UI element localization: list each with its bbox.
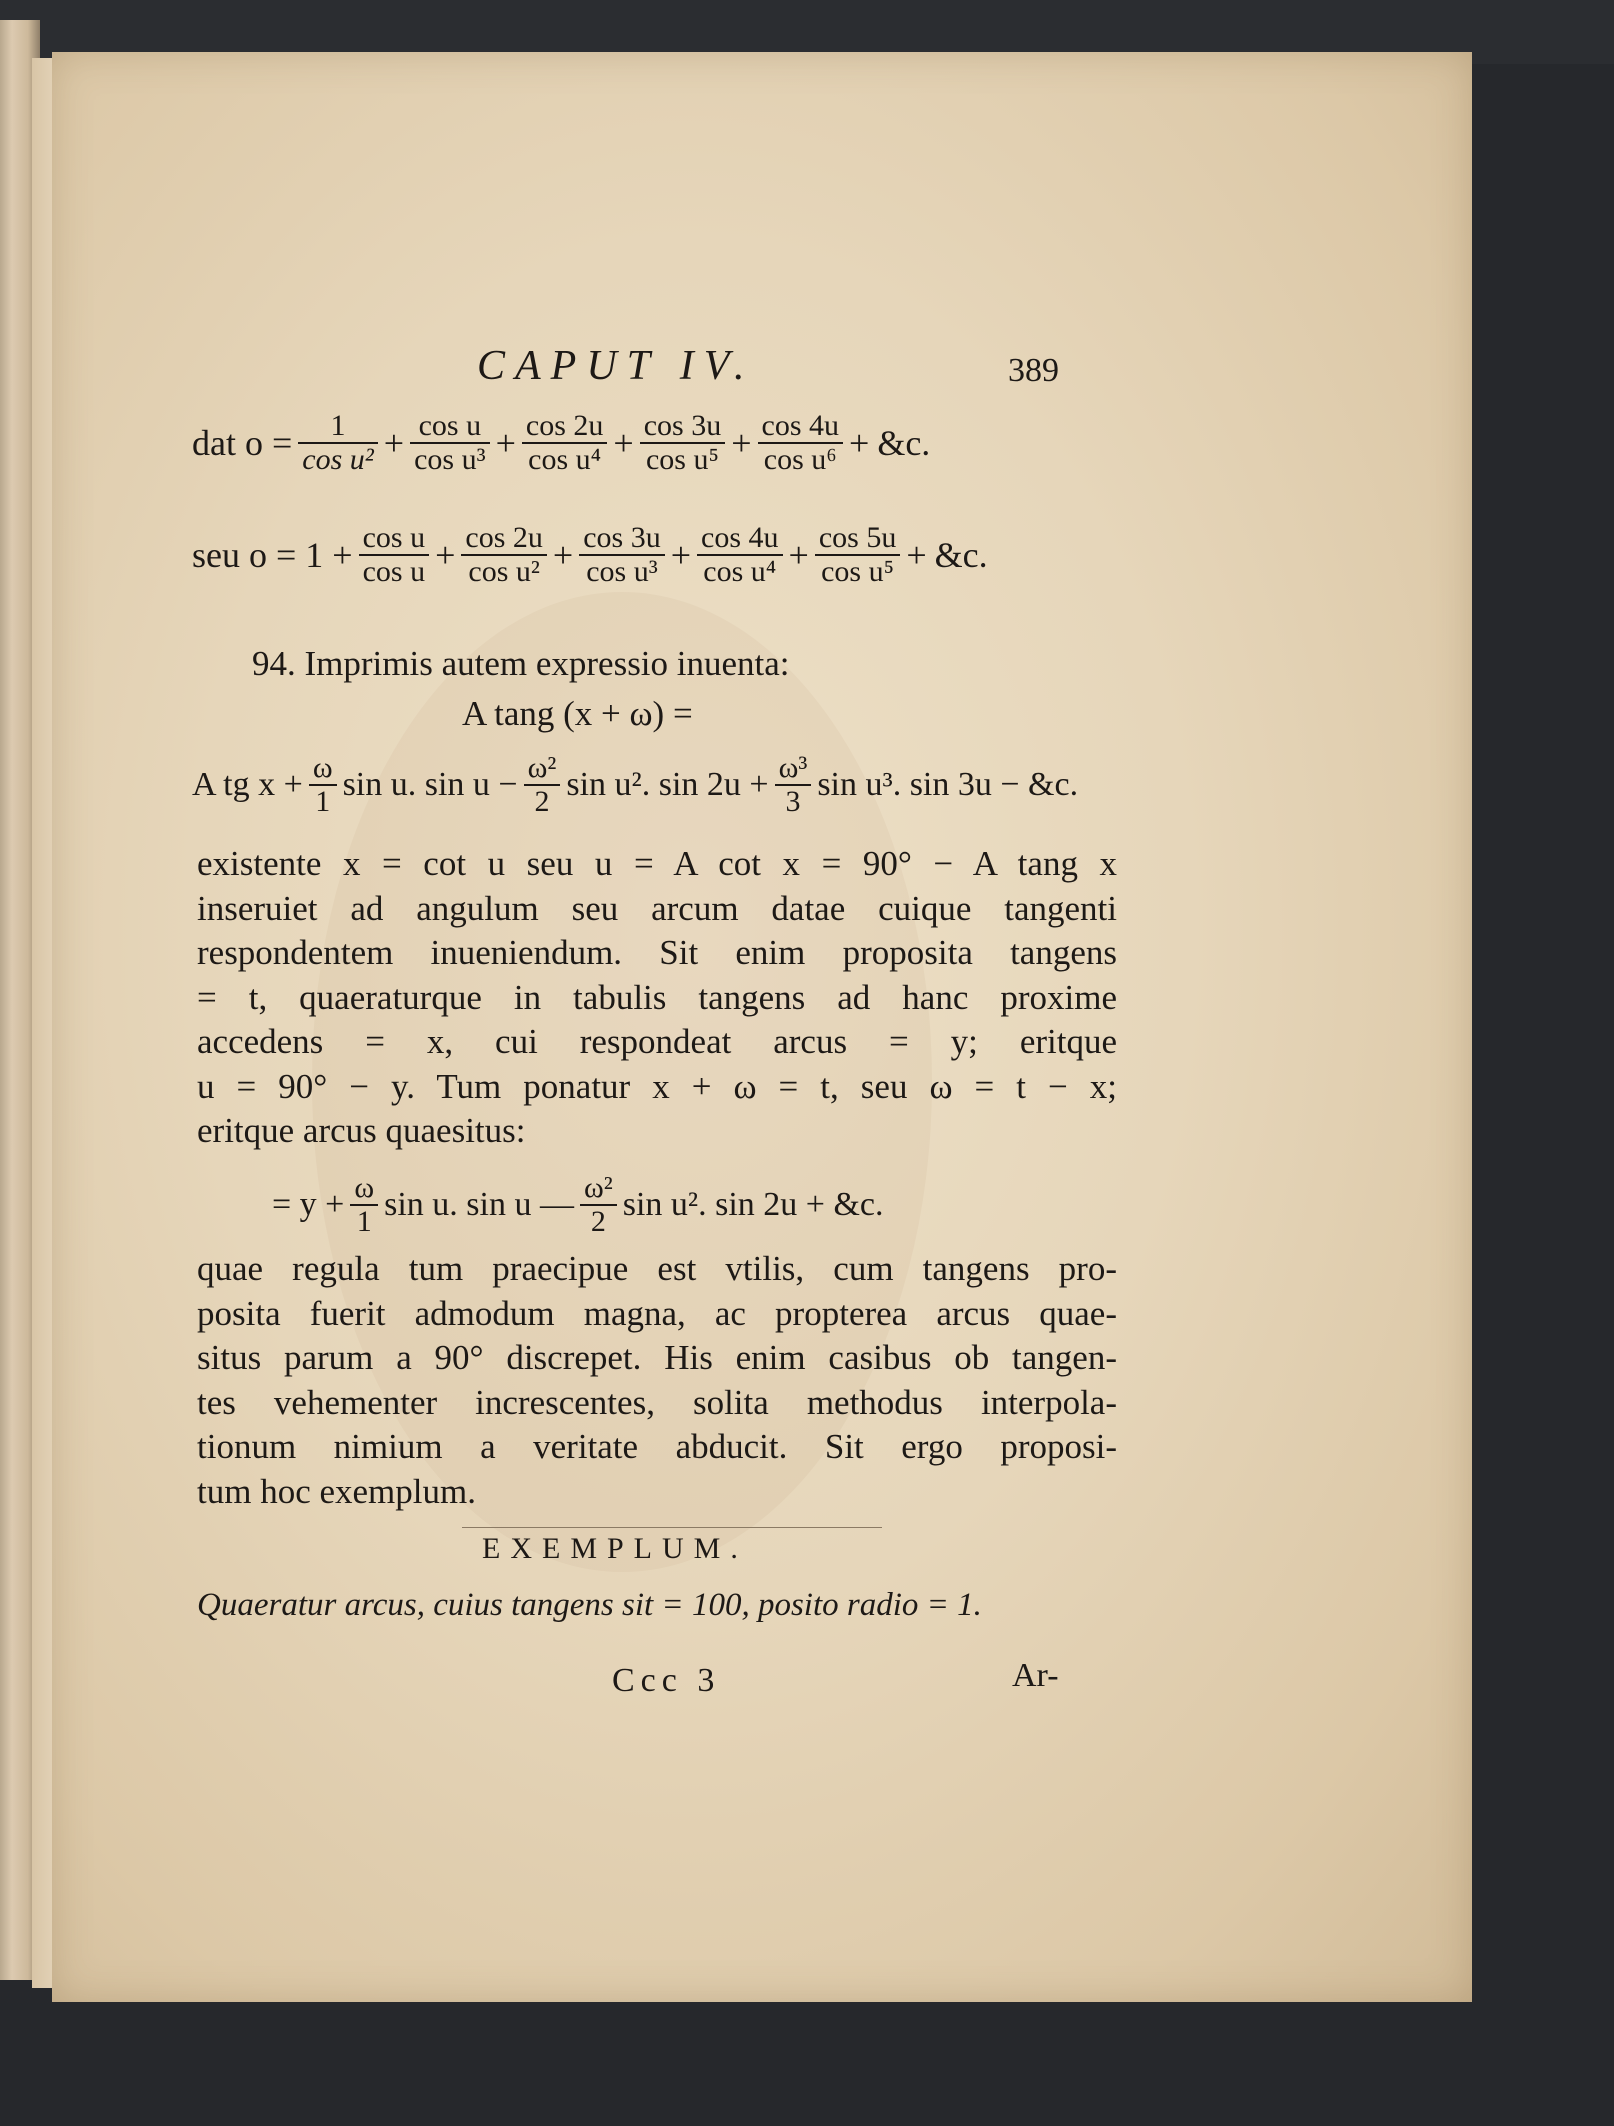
section-rule [462, 1527, 882, 1528]
text-line: inseruiet ad angulum seu arcum datae cuique tangenti [197, 888, 1117, 928]
catchword: Ar- [1012, 1657, 1059, 1694]
fraction: $\frac{\omega}{1}$ [309, 752, 337, 818]
text-line: existente x = cot u seu u = A cot x = 90° − A tang x [197, 844, 1117, 883]
operator: + [731, 423, 752, 463]
text-line: = t, quaeraturque in tabulis tangens ad hanc proxime [197, 977, 1117, 1017]
operator: + [495, 423, 516, 463]
text-line: posita fuerit admodum magna, ac propterea arcus quae- [197, 1293, 1117, 1333]
operator: + [788, 535, 809, 575]
operator: + [383, 423, 405, 463]
text-line: accedens = x, cui respondeat arcus = y; eritque [197, 1022, 1117, 1061]
fraction: $\frac{\cos 3u}{\text{cos u⁵}}$ [640, 410, 726, 476]
text-line: situs parum a 90° discrepet. His enim casibus ob tangen- [197, 1338, 1117, 1377]
text-line: u = 90° − y. Tum ponatur x + ω = t, seu ω = t − x; [197, 1066, 1117, 1106]
equation-head: A tang (x + ω) = [462, 694, 693, 733]
operator: + [849, 423, 870, 463]
fraction: $\frac{\cos 4u}{\text{cos u⁴}}$ [697, 522, 783, 588]
paragraph-2 [197, 1247, 1117, 1514]
text-line: tum hoc exemplum. [197, 1471, 476, 1511]
etcetera: &c. [934, 535, 988, 575]
formula-line-2 [192, 522, 988, 588]
operator: + [435, 535, 456, 575]
book-page [52, 52, 1472, 2002]
operator: + [613, 423, 634, 463]
fraction: $\frac{\cos 3u}{\text{cos u³}}$ [579, 522, 665, 588]
text-line: tes vehementer increscentes, solita methodus interpola- [197, 1382, 1117, 1422]
section-94-intro: 94. Imprimis autem expressio inuenta: [252, 644, 790, 683]
fraction: $\frac{\cos 2u}{\text{cos u⁴}}$ [522, 410, 608, 476]
exemplum-heading: EXEMPLUM. [482, 1532, 748, 1565]
signature-mark: Ccc 3 [612, 1662, 721, 1699]
fraction: $\frac{\text{cos u}}{\text{cos u}}$ [359, 522, 430, 588]
paragraph-94 [197, 842, 1117, 1154]
fraction: $\frac{\cos 5u}{\text{cos u⁵}}$ [815, 522, 901, 588]
fraction: $\frac{1}{\text{cos u²}}$ [298, 410, 377, 476]
operator: + [906, 535, 927, 575]
page-number: 389 [1008, 352, 1059, 389]
exemplum-statement: Quaeratur arcus, cuius tangens sit = 100, posito radio = 1. [197, 1587, 982, 1623]
equation-result: = y + $\frac{\omega}{1}$ sin u. sin u — $\frac{\text{ω²}}{2}$ sin u². sin 2u + &c. [272, 1171, 884, 1238]
text-line: tionum nimium a veritate abducit. Sit ergo proposi- [197, 1427, 1117, 1466]
operator: + [670, 535, 692, 575]
running-title: CAPUT IV. [477, 343, 755, 389]
operator: + [552, 535, 574, 575]
fraction: $\frac{\cos 4u}{\text{cos u⁶}}$ [758, 410, 844, 476]
text-line: respondentem inueniendum. Sit enim proposita tangens [197, 933, 1117, 972]
formula-line-1 [192, 410, 930, 476]
fraction: $\frac{\text{ω³}}{3}$ [775, 752, 812, 818]
text-line: eritque arcus quaesitus: [197, 1111, 526, 1150]
fraction: $\frac{\text{cos u}}{\text{cos u³}}$ [410, 410, 489, 476]
formula-prefix: dat o = [192, 423, 293, 463]
fraction: $\frac{\omega}{1}$ [350, 1172, 378, 1238]
fraction: $\frac{\cos 2u}{\text{cos u²}}$ [461, 522, 547, 588]
fraction: $\frac{\text{ω²}}{2}$ [580, 1172, 617, 1238]
etcetera: &c. [877, 423, 931, 463]
fraction: $\frac{\text{ω²}}{2}$ [524, 752, 561, 818]
formula-prefix: seu o = 1 + [192, 535, 353, 575]
text-line: quae regula tum praecipue est vtilis, cum tangens pro- [197, 1249, 1117, 1288]
equation-series: A tg x + $\frac{\omega}{1}$ sin u. sin u − $\frac{\text{ω²}}{2}$ sin u². sin 2u + $\frac{\text{ω³}}{3}$ sin u³. sin 3u − &c. [192, 751, 1079, 818]
